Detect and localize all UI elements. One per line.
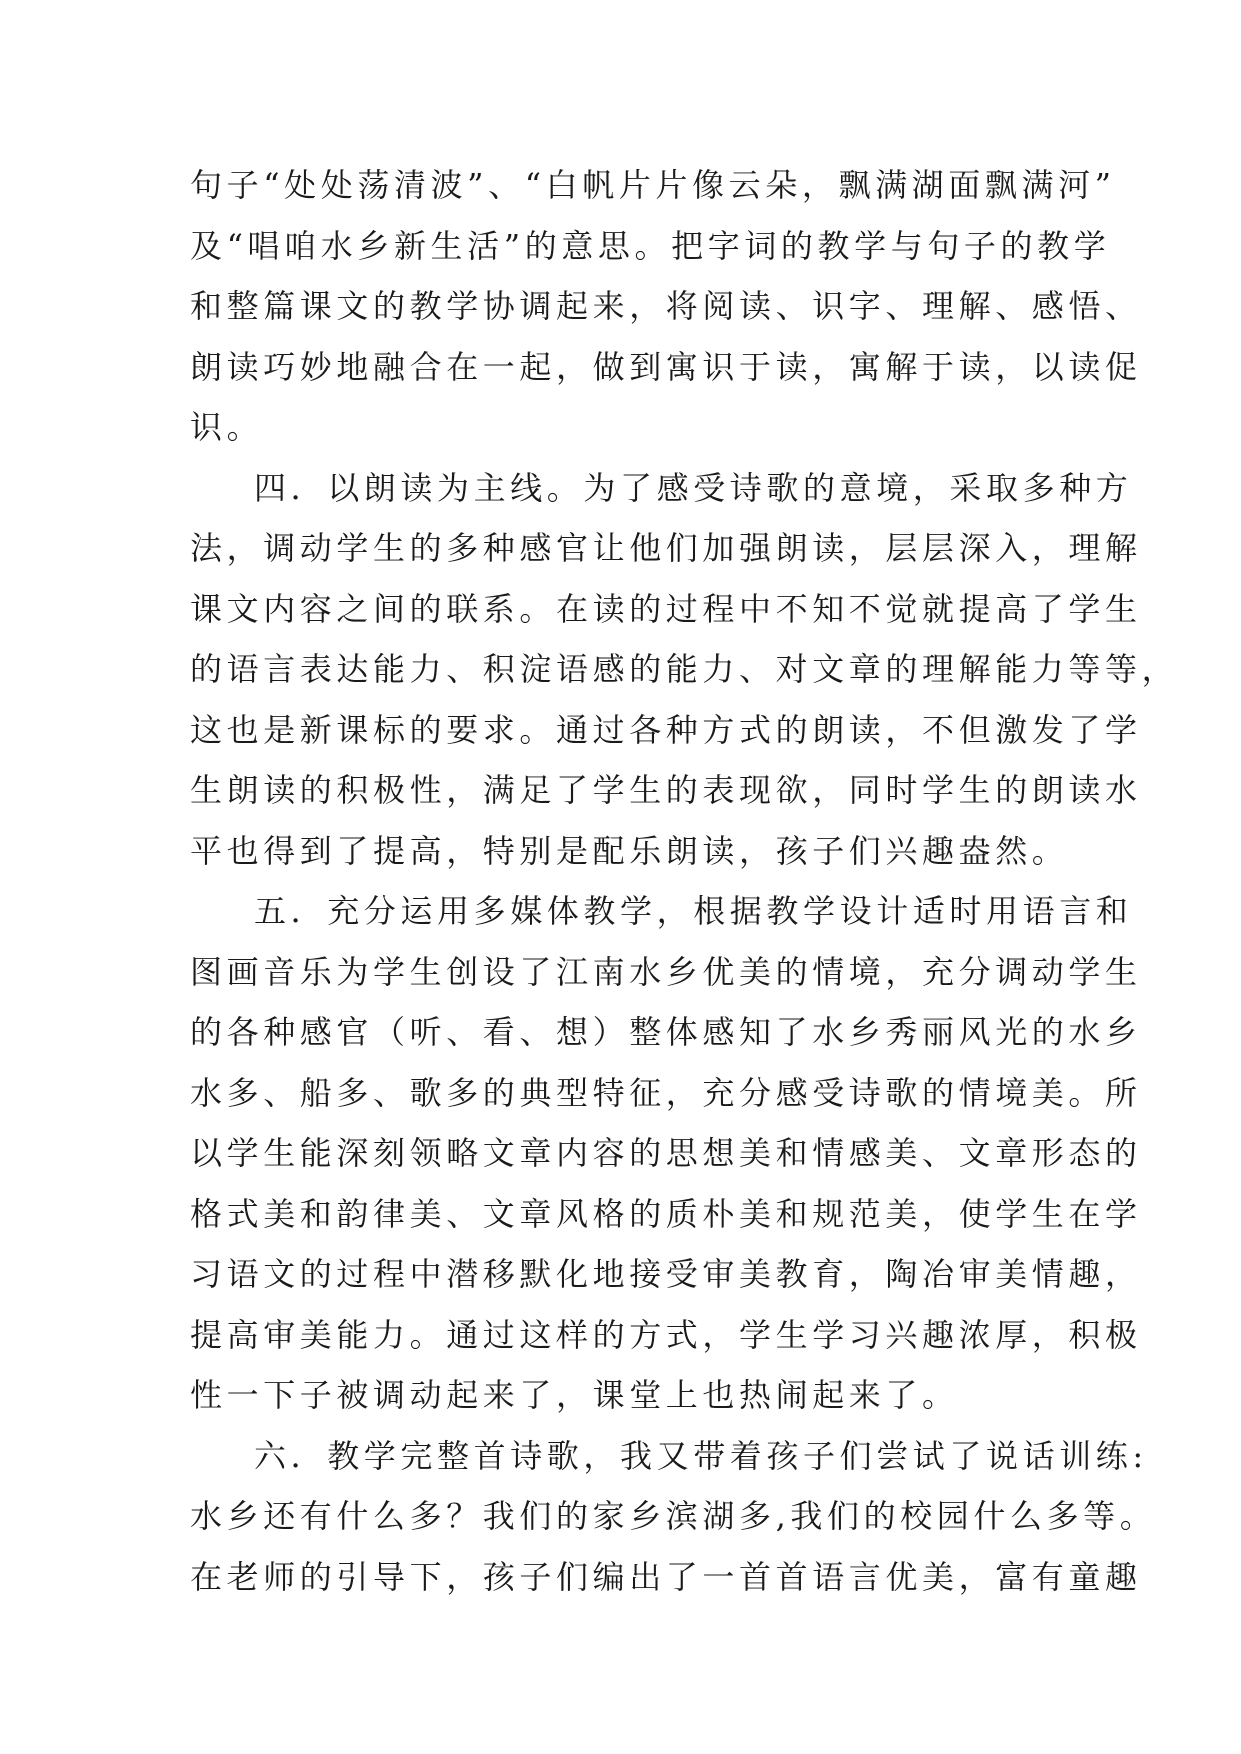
text-line: 格式美和韵律美、文章风格的质朴美和规范美，使学生在学 bbox=[190, 1194, 1142, 1233]
text-line: 习语文的过程中潜移默化地接受审美教育，陶冶审美情趣， bbox=[190, 1255, 1142, 1293]
text-line: 朗读巧妙地融合在一起，做到寓识于读，寓解于读，以读促 bbox=[190, 347, 1142, 386]
text-line: 图画音乐为学生创设了江南水乡优美的情境，充分调动学生 bbox=[190, 952, 1142, 991]
paragraph-6-first-line: 六．教学完整首诗歌，我又带着孩子们尝试了说话训练: bbox=[254, 1436, 1148, 1475]
paragraph-5-first-line: 五．充分运用多媒体教学，根据教学设计适时用语言和 bbox=[254, 892, 1133, 930]
text-line: 法，调动学生的多种感官让他们加强朗读，层层深入，理解 bbox=[190, 529, 1142, 567]
text-line: 识。 bbox=[190, 408, 264, 446]
text-line: 的语言表达能力、积淀语感的能力、对文章的理解能力等等， bbox=[190, 650, 1179, 688]
text-line: 水乡还有什么多？我们的家乡滨湖多,我们的校园什么多等。 bbox=[190, 1497, 1157, 1535]
text-line: 提高审美能力。通过这样的方式，学生学习兴趣浓厚，积极 bbox=[190, 1315, 1142, 1354]
document-body bbox=[190, 155, 1179, 1607]
paragraph-4-first-line: 四．以朗读为主线。为了感受诗歌的意境，采取多种方 bbox=[254, 468, 1133, 507]
text-line: 性一下子被调动起来了，课堂上也热闹起来了。 bbox=[190, 1376, 959, 1414]
text-line: 及“唱咱水乡新生活”的意思。把字词的教学与句子的教学 bbox=[190, 226, 1111, 265]
text-line: 水多、船多、歌多的典型特征，充分感受诗歌的情境美。所 bbox=[190, 1073, 1142, 1112]
text-line: 这也是新课标的要求。通过各种方式的朗读，不但激发了学 bbox=[190, 710, 1142, 749]
text-line: 在老师的引导下，孩子们编出了一首首语言优美，富有童趣 bbox=[190, 1557, 1142, 1596]
text-line: 生朗读的积极性，满足了学生的表现欲，同时学生的朗读水 bbox=[190, 771, 1142, 809]
text-line: 平也得到了提高，特别是配乐朗读，孩子们兴趣盎然。 bbox=[190, 831, 1069, 870]
text-line: 以学生能深刻领略文章内容的思想美和情感美、文章形态的 bbox=[190, 1134, 1142, 1172]
text-line: 句子“处处荡清波”、“白帆片片像云朵，飘满湖面飘满河” bbox=[190, 166, 1116, 204]
text-line: 和整篇课文的教学协调起来，将阅读、识字、理解、感悟、 bbox=[190, 287, 1142, 325]
text-line: 的各种感官（听、看、想）整体感知了水乡秀丽风光的水乡 bbox=[190, 1013, 1142, 1051]
text-line: 课文内容之间的联系。在读的过程中不知不觉就提高了学生 bbox=[190, 589, 1142, 628]
